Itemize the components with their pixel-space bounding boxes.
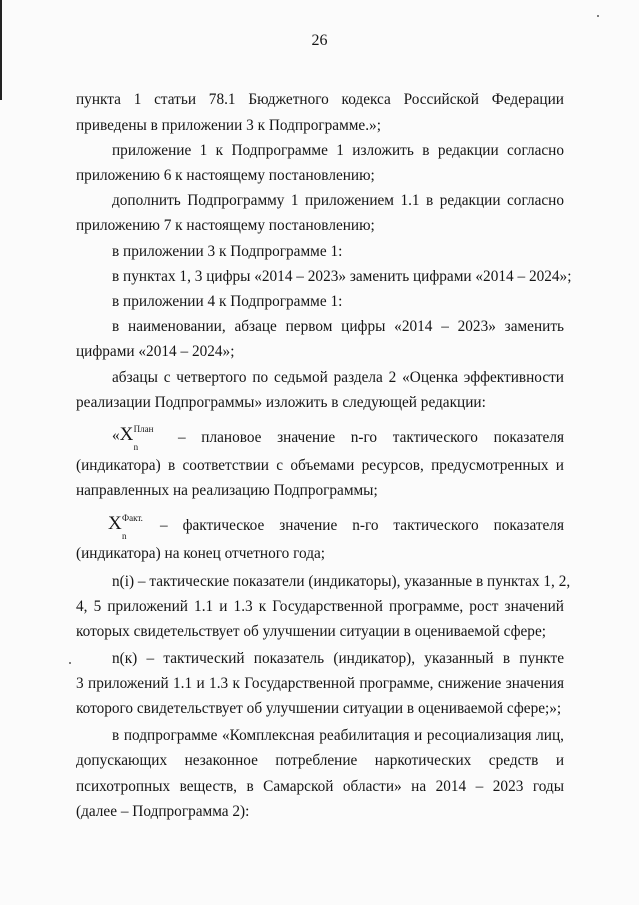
formula-superscript: Факт. (122, 513, 143, 523)
text-line: в наименовании, абзаце первом цифры «2014 – 2023» заменить (112, 318, 564, 335)
text-line: направленных на реализацию Подпрограммы; (76, 482, 378, 499)
text-line: которых свидетельствует об улучшении ситуации в оцениваемой сфере; (76, 623, 546, 640)
opening-quote: « (112, 427, 120, 444)
page-number: 26 (311, 32, 328, 49)
text-line: – фактическое значение n-го тактического показателя (160, 517, 564, 534)
text-line: приложение 1 к Подпрограмме 1 изложить в редакции согласно (112, 142, 564, 159)
formula-subscript: n (122, 531, 127, 541)
scan-edge-mark (0, 0, 2, 100)
scan-dot (597, 15, 599, 17)
text-line: в приложении 3 к Подпрограмме 1: (112, 243, 343, 260)
text-line: приложению 6 к настоящему постановлению; (76, 167, 375, 184)
text-line: допускающих незаконное потребление наркотических средств и (76, 752, 564, 769)
text-line: 4, 5 приложений 1.1 и 1.3 к Государственной программе, рост значений (76, 598, 564, 615)
scan-dot (69, 662, 71, 664)
text-line: n(i) – тактические показатели (индикаторы), указанные в пунктах 1, 2, (112, 573, 571, 590)
formula-fact (108, 513, 168, 541)
formula-superscript: План (133, 424, 154, 434)
text-line: пункта 1 статьи 78.1 Бюджетного кодекса Российской Федерации (76, 91, 564, 108)
text-line: в подпрограмме «Комплексная реабилитация и ресоциализация лиц, (112, 727, 564, 744)
text-line: психотропных веществ, в Самарской области» на 2014 – 2023 годы (76, 778, 564, 795)
text-line: n(к) – тактический показатель (индикатор), указанный в пункте (112, 650, 564, 667)
text-line: в приложении 4 к Подпрограмме 1: (112, 293, 343, 310)
text-line: цифрами «2014 – 2024»; (76, 343, 235, 360)
text-line: которого свидетельствует об улучшении ситуации в оцениваемой сфере;»; (76, 700, 562, 717)
text-line: абзацы с четвертого по седьмой раздела 2 «Оценка эффективности (112, 369, 564, 386)
text-line: (индикатора) в соответствии с объемами ресурсов, предусмотренных и (76, 457, 564, 474)
text-line: в пунктах 1, 3 цифры «2014 – 2023» заменить цифрами «2014 – 2024»; (112, 268, 572, 285)
formula-symbol: X (108, 513, 122, 534)
text-line: реализации Подпрограммы» изложить в следующей редакции: (76, 394, 486, 411)
text-line: 3 приложений 1.1 и 1.3 к Государственной программе, снижение значения (76, 675, 564, 692)
text-line: – плановое значение n-го тактического показателя (178, 429, 564, 446)
formula-subscript: n (133, 442, 139, 452)
formula-symbol: X (119, 424, 134, 445)
text-line: (далее – Подпрограмма 2): (76, 803, 250, 820)
formula-plan (112, 424, 182, 452)
text-line: приложению 7 к настоящему постановлению; (76, 217, 375, 234)
text-line: приведены в приложении 3 к Подпрограмме.»; (76, 117, 381, 134)
text-line: (индикатора) на конец отчетного года; (76, 545, 326, 562)
text-line: дополнить Подпрограмму 1 приложением 1.1 в редакции согласно (112, 192, 564, 209)
